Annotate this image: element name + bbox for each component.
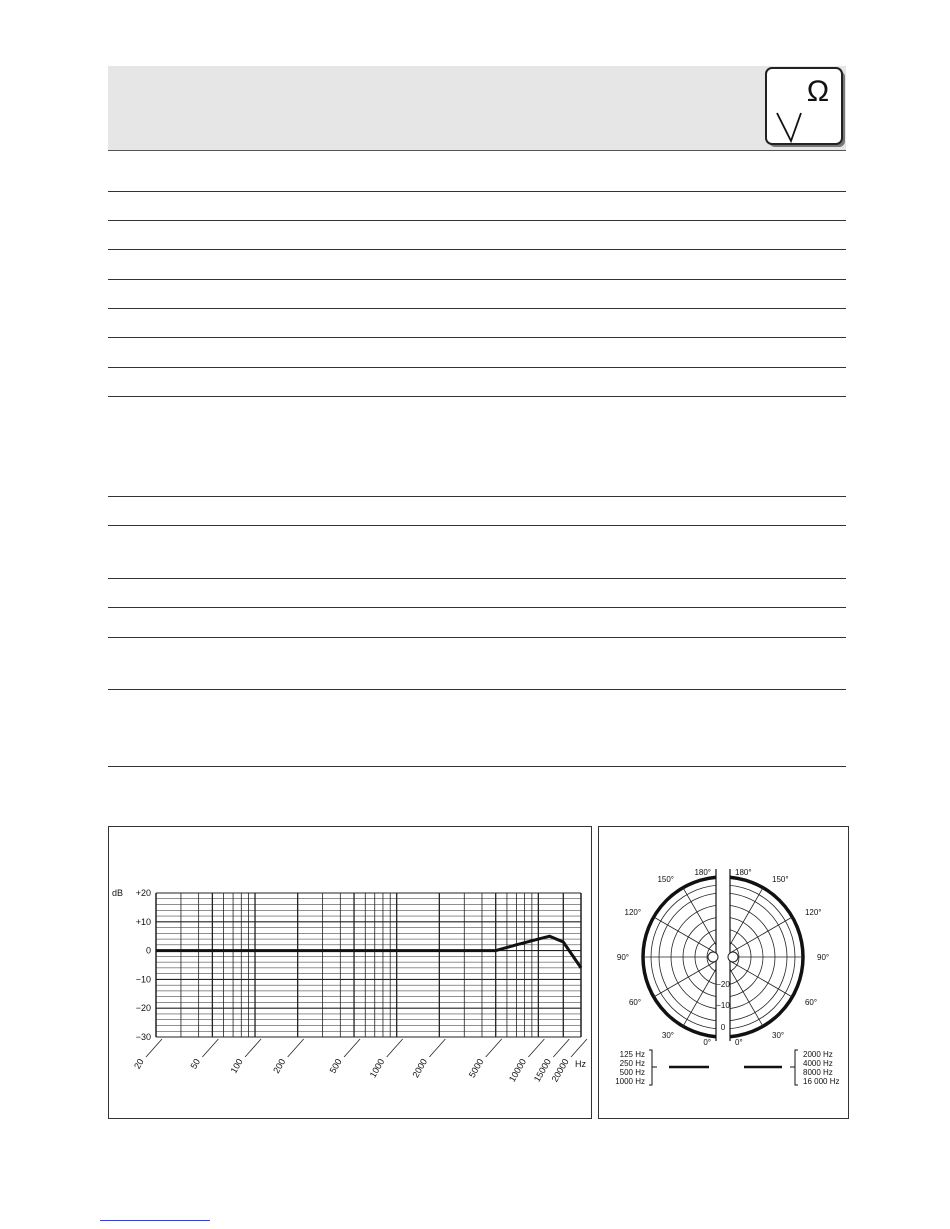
polar-angle-label: 180°: [694, 868, 711, 877]
spec-rule: [108, 191, 846, 192]
x-tick-leader: [387, 1039, 403, 1057]
polar-pattern-chart: [599, 827, 848, 1118]
x-tick-label: 200: [271, 1057, 288, 1076]
polar-angle-label: 120°: [624, 908, 642, 917]
polar-angle-label: 90°: [616, 953, 629, 962]
spec-rule: [108, 607, 846, 608]
spec-rule: [108, 308, 846, 309]
legend-bracket-right: [795, 1050, 798, 1085]
polar-radial-line: [723, 917, 792, 957]
spec-rule: [108, 766, 846, 767]
polar-legend-left-item: 500 Hz: [619, 1068, 645, 1077]
polar-angle-label: 120°: [804, 908, 822, 917]
frequency-response-curve: [156, 936, 581, 968]
x-tick-leader: [245, 1039, 261, 1057]
footer-link-underline[interactable]: [100, 1220, 210, 1221]
x-tick-leader: [486, 1039, 502, 1057]
spec-rule: [108, 525, 846, 526]
polar-legend-right-item: 2000 Hz: [803, 1050, 833, 1059]
spec-rule: [108, 220, 846, 221]
x-tick-leader: [571, 1039, 587, 1057]
polar-hub: [708, 952, 718, 962]
header-band: [108, 66, 846, 151]
spec-rule: [108, 279, 846, 280]
spec-rule: [108, 249, 846, 250]
polar-angle-label: 60°: [628, 998, 642, 1007]
x-tick-label: 20: [132, 1057, 146, 1071]
x-tick-leader: [344, 1039, 360, 1057]
polar-legend-right-item: 8000 Hz: [803, 1068, 833, 1077]
polar-hub: [728, 952, 738, 962]
x-tick-label: 1000: [367, 1057, 387, 1080]
logo-omega: Ω: [806, 75, 830, 108]
polar-legend-left-item: 125 Hz: [619, 1050, 645, 1059]
y-tick-label: −20: [135, 1003, 151, 1014]
x-tick-leader: [528, 1039, 544, 1057]
polar-angle-label: 0°: [703, 1038, 711, 1047]
y-tick-label: 0: [145, 945, 151, 956]
polar-legend-left-item: 250 Hz: [619, 1059, 645, 1068]
polar-angle-label: 180°: [735, 868, 752, 877]
x-tick-leader: [288, 1039, 304, 1057]
x-tick-label: 50: [188, 1057, 203, 1071]
spec-rule: [108, 689, 846, 690]
spec-rule: [108, 367, 846, 368]
x-tick-leader: [202, 1039, 218, 1057]
y-tick-label: +10: [135, 916, 151, 927]
x-tick-label: 20000: [549, 1057, 571, 1084]
y-tick-label: −10: [135, 974, 151, 985]
spec-rule: [108, 337, 846, 338]
polar-db-label: −20: [716, 980, 730, 989]
y-axis-unit: dB: [112, 888, 124, 898]
x-tick-label: 100: [228, 1057, 245, 1076]
x-tick-label: 10000: [506, 1057, 529, 1084]
polar-angle-label: 150°: [772, 875, 789, 885]
polar-angle-label: 0°: [735, 1038, 743, 1047]
polar-pattern-panel: [598, 826, 849, 1119]
frequency-response-panel: [108, 826, 592, 1119]
polar-angle-label: 150°: [657, 875, 674, 885]
polar-angle-label: 90°: [817, 953, 830, 962]
polar-angle-label: 30°: [661, 1030, 674, 1040]
x-tick-label: 15000: [531, 1057, 554, 1084]
polar-legend-right-item: 16 000 Hz: [803, 1077, 840, 1086]
polar-db-label: 0: [720, 1023, 726, 1032]
legend-bracket-left: [649, 1050, 652, 1085]
y-tick-label: −30: [135, 1032, 151, 1042]
polar-center-gap: [716, 863, 730, 1043]
polar-radial-line: [654, 917, 723, 957]
frequency-response-chart: [109, 827, 591, 1118]
polar-legend-left-item: 1000 Hz: [615, 1077, 645, 1086]
polar-angle-label: 30°: [772, 1030, 785, 1040]
x-tick-label: 2000: [410, 1057, 430, 1080]
polar-angle-label: 60°: [804, 998, 818, 1007]
polar-db-label: −10: [716, 1001, 730, 1010]
x-tick-label: 500: [327, 1057, 344, 1076]
spec-rule: [108, 396, 846, 397]
logo-icon: [765, 67, 847, 149]
polar-radial-line: [654, 957, 723, 997]
spec-rule: [108, 496, 846, 497]
spec-rule: [108, 637, 846, 638]
x-tick-label: 5000: [466, 1057, 486, 1080]
x-axis-unit: Hz: [575, 1059, 586, 1069]
x-tick-leader: [429, 1039, 445, 1057]
polar-radial-line: [723, 957, 792, 997]
polar-legend-right-item: 4000 Hz: [803, 1059, 833, 1068]
x-tick-leader: [553, 1039, 569, 1057]
spec-rule: [108, 578, 846, 579]
y-tick-label: +20: [135, 888, 151, 898]
